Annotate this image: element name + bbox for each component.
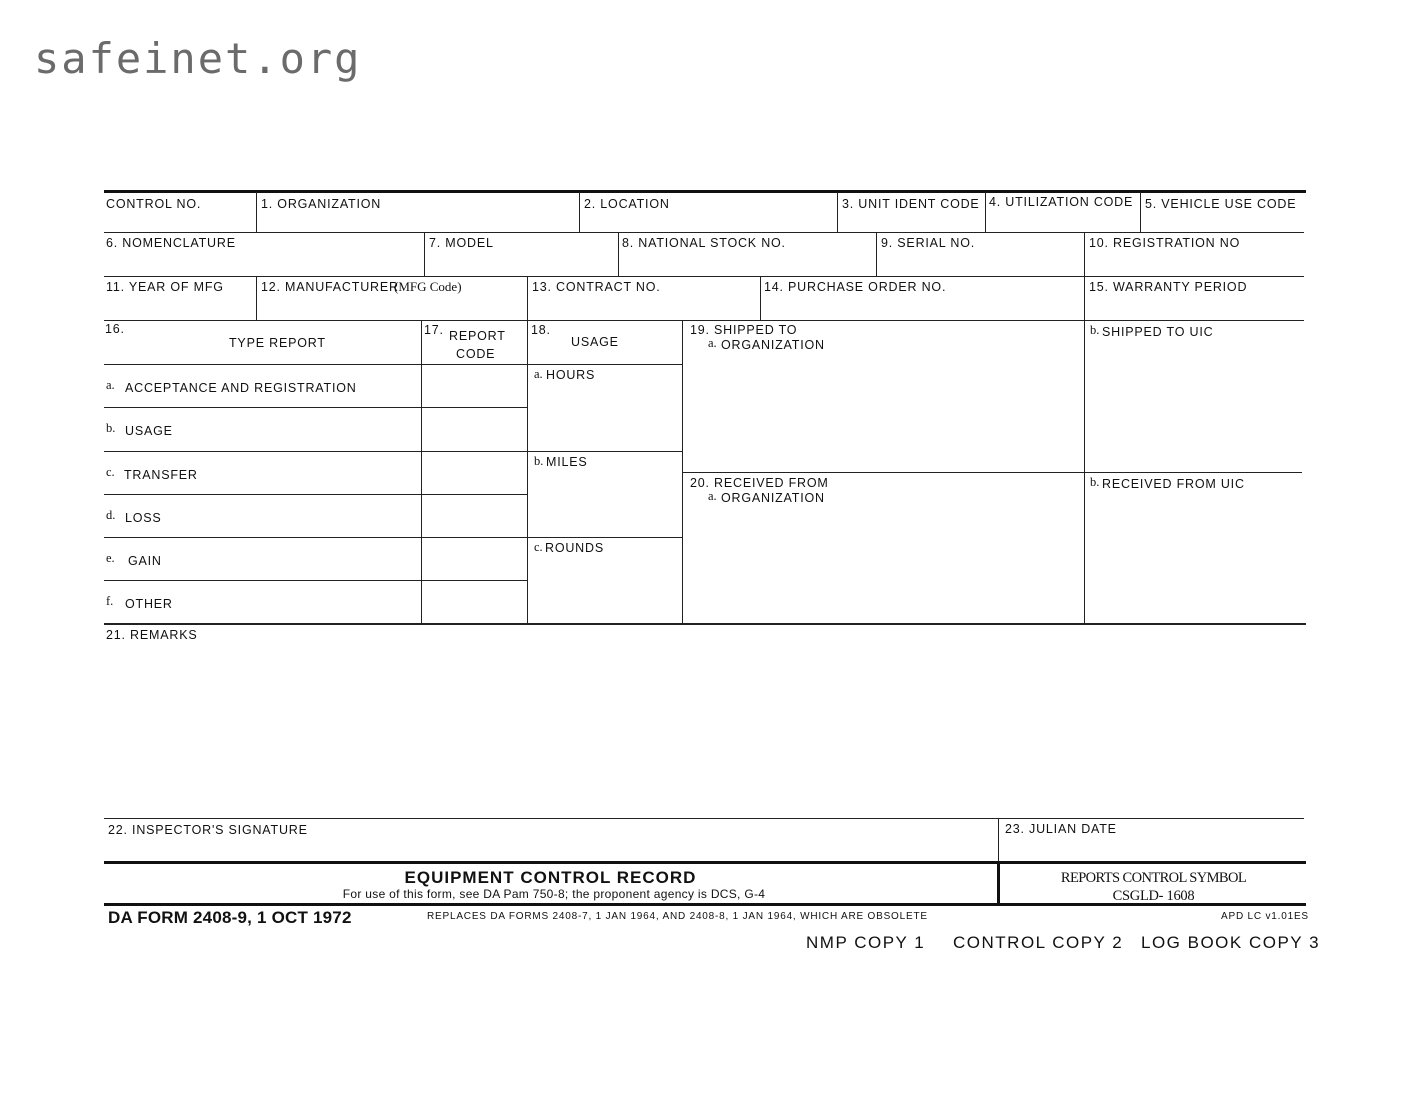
shipped-to-letter-b: b.: [1090, 323, 1100, 337]
reports-control-symbol-value: CSGLD- 1608: [1112, 888, 1195, 904]
row3-sep-4: [1084, 276, 1085, 320]
warranty-period-label: 15. WARRANTY PERIOD: [1089, 280, 1248, 294]
row3-sep-3: [760, 276, 761, 320]
type-report-loss: LOSS: [125, 511, 162, 525]
block18-19-sep: [682, 320, 683, 623]
shipped-to-organization: ORGANIZATION: [721, 338, 825, 352]
watermark: safeinet.org: [34, 34, 362, 83]
received-from-letter-a: a.: [708, 489, 717, 503]
report-code-title-line1: REPORT: [449, 329, 506, 343]
grid-bottom-border: [104, 623, 1306, 625]
block17-18-sep: [527, 320, 528, 623]
vehicle-use-code-label: 5. VEHICLE USE CODE: [1145, 197, 1297, 211]
national-stock-no-label: 8. NATIONAL STOCK NO.: [622, 236, 786, 250]
unit-ident-code-label: 3. UNIT IDENT CODE: [842, 197, 980, 211]
block18-number: 18.: [531, 323, 551, 337]
type-report-letter-f: f.: [106, 594, 114, 608]
received-from-letter-b: b.: [1090, 475, 1100, 489]
block16-header-divider: [104, 364, 527, 365]
control-no-label: CONTROL NO.: [106, 197, 202, 211]
type-report-letter-c: c.: [106, 465, 115, 479]
form-title: EQUIPMENT CONTROL RECORD: [404, 868, 697, 887]
block18-header-divider: [527, 364, 682, 365]
utilization-code-label: 4. UTILIZATION CODE: [989, 195, 1134, 209]
organization-label: 1. ORGANIZATION: [261, 197, 382, 211]
received-from-title: 20. RECEIVED FROM: [690, 476, 829, 490]
row2-sep-3: [876, 232, 877, 276]
type-report-transfer: TRANSFER: [124, 468, 198, 482]
shipped-to-letter-a: a.: [708, 336, 717, 350]
replaces-note: REPLACES DA FORMS 2408-7, 1 JAN 1964, AND 2408-8, 1 JAN 1964, WHICH ARE OBSOLETE: [427, 911, 928, 922]
julian-date-label: 23. JULIAN DATE: [1005, 822, 1117, 836]
location-label: 2. LOCATION: [584, 197, 670, 211]
manufacturer-label: 12. MANUFACTURER: [261, 280, 399, 294]
form-number: DA FORM 2408-9, 1 OCT 1972: [108, 908, 352, 927]
report-code-title-line2: CODE: [456, 347, 496, 361]
type-report-letter-e: e.: [106, 551, 115, 565]
received-from-organization: ORGANIZATION: [721, 491, 825, 505]
reports-control-symbol-label: REPORTS CONTROL SYMBOL: [1060, 870, 1247, 886]
row3-sep-1: [256, 276, 257, 320]
type-report-gain: GAIN: [128, 554, 162, 568]
type-report-other: OTHER: [125, 597, 173, 611]
form-version: APD LC v1.01ES: [1221, 911, 1309, 922]
usage-letter-c: c.: [534, 540, 543, 554]
row2-sep-2: [618, 232, 619, 276]
type-report-letter-b: b.: [106, 421, 116, 435]
row1-sep-4: [985, 192, 986, 232]
row2-divider: [104, 276, 1304, 277]
row1-divider: [104, 232, 1304, 233]
usage-letter-a: a.: [534, 367, 543, 381]
block16-row-b-divider: [104, 451, 527, 452]
log-book-copy-label: LOG BOOK COPY 3: [1141, 933, 1321, 952]
mfg-code-label: (MFG Code): [394, 279, 462, 294]
year-of-mfg-label: 11. YEAR OF MFG: [106, 280, 224, 294]
block19-20-divider: [682, 472, 1302, 473]
type-report-acceptance: ACCEPTANCE AND REGISTRATION: [125, 381, 357, 395]
block18-row-b-divider: [527, 537, 682, 538]
row3-sep-2: [527, 276, 528, 320]
row1-sep-1: [256, 192, 257, 232]
form-use-note: For use of this form, see DA Pam 750-8; the proponent agency is DCS, G-4: [342, 887, 766, 901]
block18-row-a-divider: [527, 451, 682, 452]
block16-row-c-divider: [104, 494, 527, 495]
usage-letter-b: b.: [534, 454, 544, 468]
footer-top-border: [104, 861, 1306, 864]
shipped-to-uic: SHIPPED TO UIC: [1102, 325, 1214, 339]
block16-row-e-divider: [104, 580, 527, 581]
usage-miles: MILES: [546, 455, 588, 469]
received-from-uic: RECEIVED FROM UIC: [1102, 477, 1245, 491]
block19a-19b-sep: [1084, 320, 1085, 623]
block16-number: 16.: [105, 322, 125, 336]
block16-row-d-divider: [104, 537, 527, 538]
usage-rounds: ROUNDS: [545, 541, 604, 555]
nomenclature-label: 6. NOMENCLATURE: [106, 236, 236, 250]
row2-sep-4: [1084, 232, 1085, 276]
nmp-copy-label: NMP COPY 1: [806, 933, 926, 952]
equipment-control-record-form: [104, 190, 1321, 952]
shipped-to-title: 19. SHIPPED TO: [690, 323, 798, 337]
type-report-usage: USAGE: [125, 424, 173, 438]
usage-title: USAGE: [571, 335, 619, 349]
form-top-border: [104, 190, 1306, 193]
block16-row-a-divider: [104, 407, 527, 408]
control-copy-label: CONTROL COPY 2: [953, 933, 1124, 952]
row3-divider: [104, 320, 1304, 321]
contract-no-label: 13. CONTRACT NO.: [532, 280, 661, 294]
type-report-letter-d: d.: [106, 508, 116, 522]
serial-no-label: 9. SERIAL NO.: [881, 236, 975, 250]
block16-17-sep: [421, 320, 422, 623]
type-report-letter-a: a.: [106, 378, 115, 392]
signature-top-border: [104, 818, 1304, 819]
model-label: 7. MODEL: [429, 236, 494, 250]
usage-hours: HOURS: [546, 368, 596, 382]
signature-date-sep: [998, 818, 999, 861]
row1-sep-5: [1140, 192, 1141, 232]
type-report-title: TYPE REPORT: [229, 336, 326, 350]
registration-no-label: 10. REGISTRATION NO: [1089, 236, 1241, 250]
row2-sep-1: [424, 232, 425, 276]
remarks-label: 21. REMARKS: [106, 628, 198, 642]
purchase-order-no-label: 14. PURCHASE ORDER NO.: [764, 280, 947, 294]
block17-number: 17.: [424, 323, 444, 337]
row1-sep-2: [579, 192, 580, 232]
row1-sep-3: [837, 192, 838, 232]
inspector-signature-label: 22. INSPECTOR'S SIGNATURE: [108, 823, 308, 837]
